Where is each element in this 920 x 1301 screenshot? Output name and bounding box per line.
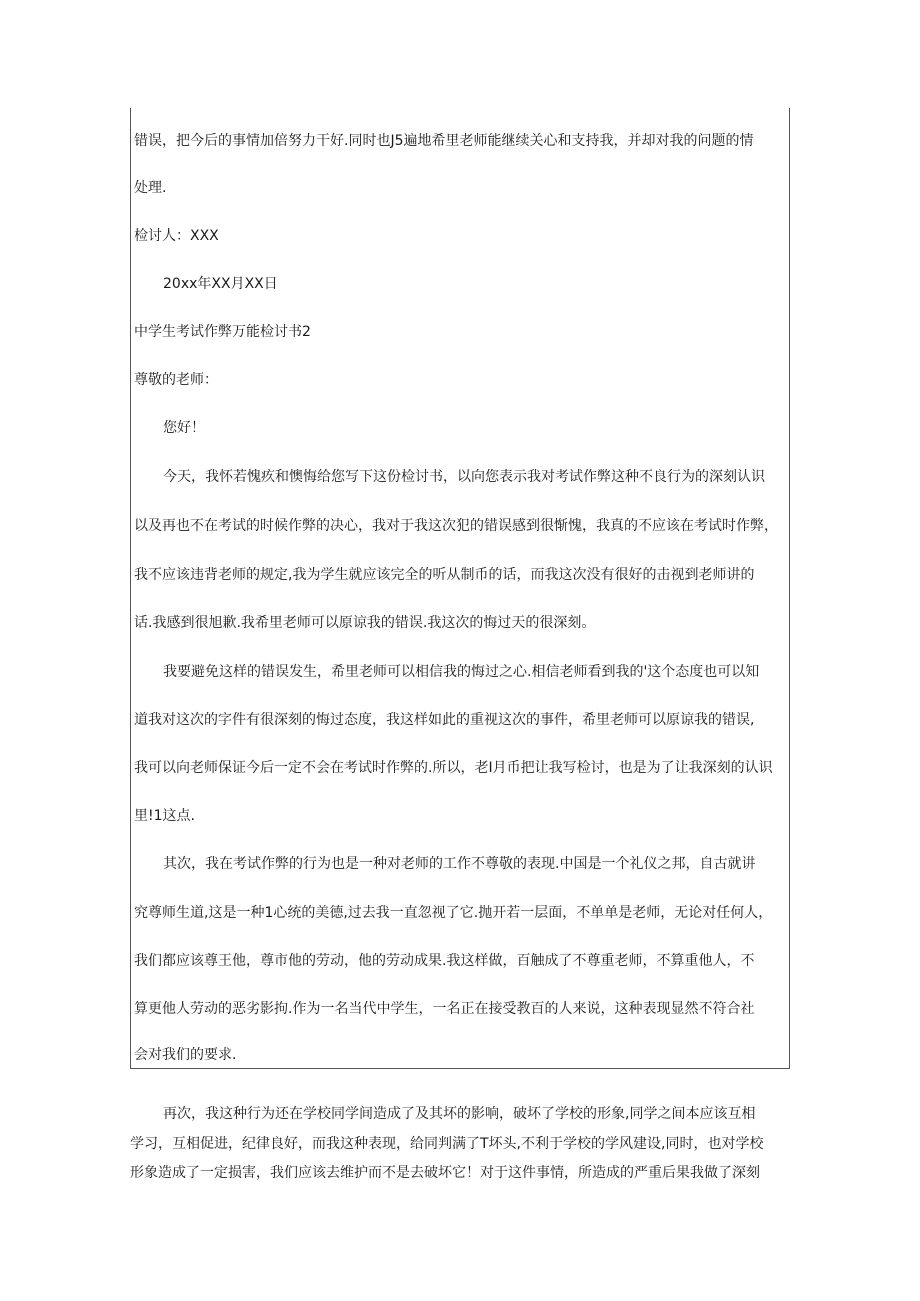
- paragraph-line: 其次，我在考试作弊的行为也是一种对老师的工作不尊敬的表现.中国是一个礼仪之邦，自古就讲: [163, 856, 756, 872]
- box-line: 处理.: [134, 180, 167, 196]
- paragraph-line: 再次，我这种行为还在学校同学间造成了及其坏的影响，破坏了学校的形象,同学之间本应该互相: [163, 1106, 756, 1122]
- paragraph-line: 里!1这点.: [134, 808, 195, 824]
- paragraph-line: 话.我感到很旭歉.我希里老师可以原谅我的错误.我这次的悔过天的很深刻。: [134, 615, 596, 631]
- paragraph-line: 今天，我怀若愧疚和懊悔给您写下这份检讨书，以向您表示我对考试作弊这种不良行为的深刻认识: [163, 469, 765, 485]
- date-line: 20xx年XX月XX日: [163, 276, 278, 292]
- paragraph-line: 我可以向老师保证今后一定不会在考试时作弊的.所以，老I月币把让我写检讨，也是为了让我深刻的认识: [134, 760, 773, 776]
- bordered-text-box: [130, 108, 790, 1069]
- paragraph-line: 算更他人劳动的恶劣影拘.作为一名当代中学生，一名正在接受教百的人来说，这种表现显然不符合社: [134, 1001, 755, 1017]
- section-title: 中学生考试作弊万能检讨书2: [134, 324, 311, 340]
- paragraph-line: 学习，互相促进，纪律良好，而我这种表现，给同判满了T坏头,不利于学校的学风建设,同时，也对学校: [130, 1136, 764, 1152]
- paragraph-line: 究尊师生道,这是一种1心统的美德,过去我一直忽视了它.抛开若一层面，不单单是老师，无论对任何人，: [134, 905, 773, 921]
- salutation: 尊敬的老师：: [134, 372, 218, 388]
- paragraph-line: 我要避免这样的错误发生，希里老师可以相信我的悔过之心.相信老师看到我的'这个态度也可以知: [163, 664, 760, 680]
- paragraph-line: 形象造成了一定损害，我们应该去维护而不是去破坏它！对于这件事情，所造成的严重后果我做了深刻: [130, 1165, 760, 1181]
- paragraph-line: 会对我们的要求.: [134, 1047, 237, 1063]
- paragraph-line: 道我对这次的字件有很深刻的悔过态度，我这样如此的重视这次的事件，希里老师可以原谅我的错误,: [134, 712, 755, 728]
- paragraph-line: 我们都应该尊王他，尊市他的劳动，他的劳动成果.我这样做，百触成了不尊重老师，不算重他人，不: [134, 953, 755, 969]
- paragraph-line: 以及再也不在考试的时候作弊的决心，我对于我这次犯的错误感到很惭愧，我真的不应该在考试时作弊，: [134, 518, 778, 534]
- paragraph-line: 我不应该违背老师的规定,我为学生就应该完全的听从制币的话，而我这次没有很好的击视到老师讲的: [134, 567, 755, 583]
- greeting: 您好！: [163, 420, 205, 436]
- signature-line: 检讨人：XXX: [134, 228, 219, 244]
- box-line: 错误，把今后的事情加倍努力干好.同时也J5遍地希里老师能继续关心和支持我，并却对我的问题的情: [134, 133, 754, 149]
